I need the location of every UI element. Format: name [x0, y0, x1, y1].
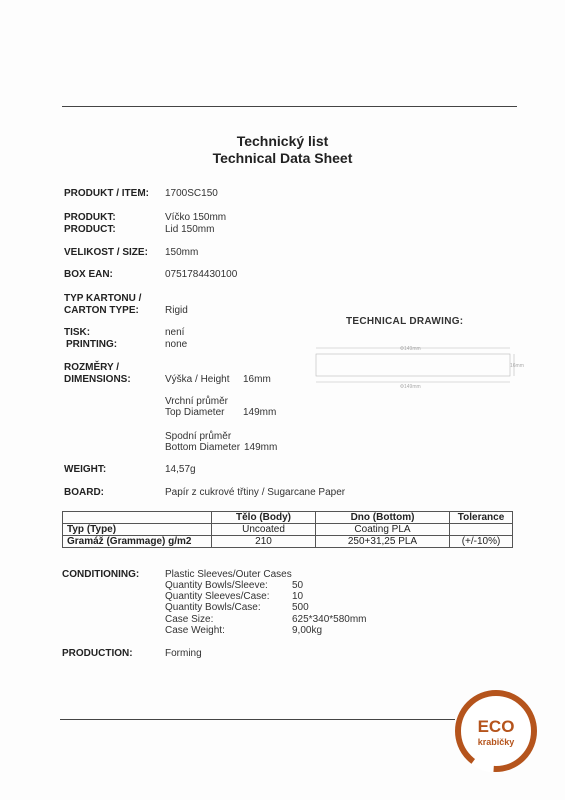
conditioning-title: Plastic Sleeves/Outer Cases [165, 569, 292, 580]
production-label: PRODUCTION: [62, 648, 133, 659]
height-value: 16mm [243, 374, 271, 385]
lid-outline [316, 354, 510, 376]
table-cell [450, 524, 513, 536]
conditioning-value: 50 [292, 580, 304, 591]
produkt-value: Víčko 150mm [165, 212, 227, 223]
tisk-label: TISK: [64, 327, 91, 338]
top-rule [62, 106, 517, 107]
top-diam-value: 149mm [243, 407, 277, 418]
conditioning-key: Case Weight: [165, 625, 225, 636]
table-row [63, 536, 513, 548]
conditioning-value: 500 [292, 602, 309, 613]
bottom-rule [60, 719, 455, 720]
dims-label-1: ROZMĚRY / [64, 362, 120, 373]
eco-krabicky-logo [455, 690, 537, 772]
board-label: BOARD: [64, 487, 104, 498]
drawing-dim-side: 16mm [510, 363, 524, 369]
production-value: Forming [165, 648, 202, 659]
weight-value: 14,57g [165, 464, 196, 475]
table-row [63, 524, 513, 536]
table-header-cell: Tělo (Body) [212, 512, 316, 524]
table-cell: Uncoated [212, 524, 316, 536]
produkt-label: PRODUKT: [64, 212, 116, 223]
size-label: VELIKOST / SIZE: [64, 247, 148, 258]
conditioning-key: Quantity Sleeves/Case: [165, 591, 270, 602]
table-cell: 250+31,25 PLA [316, 536, 450, 548]
carton-label-2: CARTON TYPE: [64, 305, 139, 316]
carton-value: Rigid [165, 305, 188, 316]
top-diam-cz: Vrchní průměr [165, 396, 228, 407]
product-label: PRODUCT: [64, 224, 116, 235]
conditioning-value: 625*340*580mm [292, 614, 367, 625]
drawing-dim-bottom: Φ149mm [400, 384, 421, 390]
ean-label: BOX EAN: [64, 269, 113, 280]
bottom-diam-cz: Spodní průměr [165, 431, 232, 442]
printing-value: none [165, 339, 188, 350]
technical-drawing [300, 340, 525, 395]
height-label: Výška / Height [165, 374, 230, 385]
ean-value: 0751784430100 [165, 269, 238, 280]
title-cz: Technický list [236, 133, 329, 149]
product-value: Lid 150mm [165, 224, 215, 235]
logo-krabicky-text: krabičky [477, 737, 515, 747]
conditioning-key: Quantity Bowls/Sleeve: [165, 580, 268, 591]
table-header-cell: Dno (Bottom) [316, 512, 450, 524]
table-cell: Typ (Type) [63, 524, 212, 536]
weight-label: WEIGHT: [64, 464, 107, 475]
table-cell: 210 [212, 536, 316, 548]
product-item-value: 1700SC150 [165, 188, 218, 199]
bottom-diam-value: 149mm [244, 442, 278, 453]
conditioning-value: 9,00kg [292, 625, 323, 636]
conditioning-key: Case Size: [165, 614, 214, 625]
printing-label: PRINTING: [66, 339, 118, 350]
dims-label-2: DIMENSIONS: [64, 374, 131, 385]
table-cell: (+/-10%) [450, 536, 513, 548]
conditioning-key: Quantity Bowls/Case: [165, 602, 261, 613]
specs-table [62, 511, 513, 548]
carton-label-1: TYP KARTONU / [64, 293, 142, 304]
conditioning-value: 10 [292, 591, 304, 602]
title-en: Technical Data Sheet [212, 150, 353, 166]
drawing-dim-top: Φ149mm [400, 346, 421, 352]
logo-eco-text: ECO [477, 717, 515, 736]
top-diam-label: Top Diameter [165, 407, 225, 418]
table-header-cell [63, 512, 212, 524]
table-cell: Coating PLA [316, 524, 450, 536]
table-header-cell: Tolerance [450, 512, 513, 524]
table-cell: Gramáž (Grammage) g/m2 [63, 536, 212, 548]
conditioning-label: CONDITIONING: [62, 569, 140, 580]
tisk-value: není [165, 327, 185, 338]
board-value: Papír z cukrové třtiny / Sugarcane Paper [165, 487, 346, 498]
product-item-label: PRODUKT / ITEM: [64, 188, 149, 199]
size-value: 150mm [165, 247, 199, 258]
bottom-diam-label: Bottom Diameter [165, 442, 241, 453]
technical-drawing-label: TECHNICAL DRAWING: [346, 316, 464, 327]
table-header-row [63, 512, 513, 524]
